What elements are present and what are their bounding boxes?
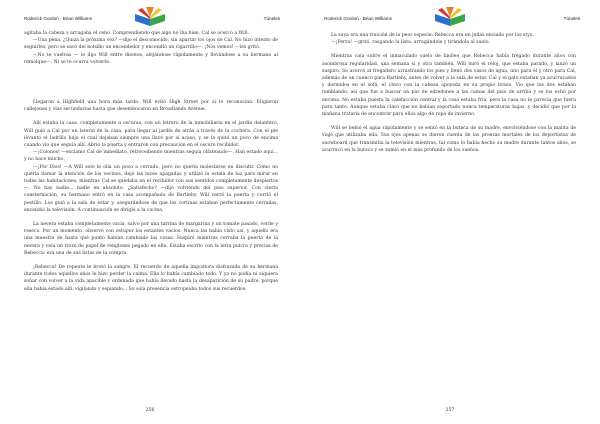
paragraph: —Una pena. ¿Quizá la próxima vez? —dijo el desconocido, sin apartar los ojos de Cal. No hizo intento de seguirles, pero se sacó del bolsillo un encendedor y encendió un cigarrillo—. ¡Nos vemos! —les gritó.: [24, 38, 278, 51]
paragraph: Will se bebió el agua rápidamente y se sentó en la butaca de su madre, envolviéndose con la manta de viaje que utilizaba ella. Sus ojos apenas se dieron cuenta de las proezas mortales de los deportistas de snowboard que transmitía la televisión mientras, tal como lo había hecho su madre durante tantos años, se acurrucó en la butaca y se sumió en el más profundo de los sueños.: [322, 126, 576, 153]
right-page: [300, 0, 600, 424]
page-number: 257: [445, 408, 455, 413]
running-header-author: Roderick Gordon · Brian Williams: [324, 16, 392, 21]
paragraph: —¡Perra! —gritó, rasgando la lista, arrugándola y tirándola al suelo.: [331, 40, 490, 46]
page-number: 256: [145, 408, 155, 413]
paragraph: La nevera estaba completamente vacía, salvo por una tarrina de margarina y un tomate pasado, verde y reseco. Por un momento, observó con estupor los estantes vacíos. Nunca las había visto así, y aquello era una muestra de hasta qué punto habían cambiado las cosas. Suspiró mientras cerraba la puerta de la nevera y veía un trozo de papel de renglones pegado en ella. Estaba escrito con la letra pulcra y precisa de Rebecca: era una de sus listas de la compra.: [24, 222, 278, 256]
paragraph: —No te vuelvas — le dijo Will entre dientes, alejándose rápidamente y llevándose a su hermano al remolque—. Ni se te ocurra volverte.: [24, 52, 278, 65]
right-page-body: [322, 32, 576, 154]
left-page-body: [24, 30, 278, 293]
paragraph: Allí estaba la casa, completamente a oscuras, con un letrero de la inmobiliaria en el jardín delantero. Will guió a Cal por un lateral de la casa, para llegar al jardín de atrás a través de la cochera. Con el pie levantó el ladrillo bajo el cual dejaban siempre una llave por si acaso, y se la quitó un poco de encima cuando vio que seguía allí. Abrió la puerta y entraron con precaución en el oscuro recibidor.: [24, 121, 278, 149]
paragraph: —¡Colonos! —exclamó Cal de inmediato, retrocediendo mientras seguía olfateando—. Han estado aquí... y no hace mucho.: [24, 150, 278, 163]
running-header-title: Túneles: [263, 16, 280, 21]
open-book-logo-icon: [432, 6, 468, 28]
open-book-logo-icon: [132, 6, 168, 28]
paragraph: agitaba la cabeza y arrugaba el ceño. Comprendiendo que algo no iba bien, Cal se acercó a Will.: [24, 31, 250, 36]
paragraph: —¡Por Dios! —A Will solo le olía un poco a cerrado, pero no quería molestarse en discutir. Como no quería llamar la atención de los vecinos, dejó las luces apagadas y utilizó la estela de luz para mirar en todas las habitaciones, mientras Cal se quedaba en el recibidor con sus sentidos completamente despiertos—. No hay nadie... nadie en absoluto. ¿Satisfecho? —dijo volviendo del piso superior. Con cierta consternación, su hermano entró en la casa acompañado de Bartleby. Will cerró la puerta y corrió el pestillo. Los guió a la sala de estar y, asegurándose de que las cortinas estaban perfectamente cerradas, encendió la televisión. A continuación se dirigió a la cocina.: [24, 164, 278, 213]
paragraph: Mientras caía sobre el inmaculado suelo de linóleo que Rebecca había fregado durante años con asombrosa regularidad, una semana sí y otra también, Will miró el reloj, que estaba parado, y lanzó un suspiro. Se acercó al fregadero arrastrando los pies y llenó dos vasos de agua, uno para él y otro para Cal, además de un cuenco para Bartleby, antes de volver a la sala de estar. Cal y el gato estaban ya acurrucados y dormidos en el sofá, el chico con la cabeza apoyada en su propio brazo. Vio que los dos estaban temblando, así que fue a buscar un par de edredones a las camas del piso de arriba y se los echó por encima. No estaba puesta la calefacción central y la casa estaba fría, pero la casa no le parecía que fuera para tanto. Aunque estaba claro que no habían soportado nunca temperaturas bajas, y decidió que por la mañana trataría de encontrar para ellos algo de ropa de invierno.: [322, 54, 576, 118]
paragraph: Llegaron a Highfield una hora más tarde. Will evitó High Street por si lo reconocían. Eligieron callejones y vías secundarias hasta que desembocaron en Broadlands Avenue.: [24, 100, 278, 113]
paragraph: La suya era una traición de la peor especie: Rebecca era un judas enviado por los styx.: [331, 33, 534, 38]
running-header-author: Roderick Gordon · Brian Williams: [24, 16, 92, 21]
running-header-title: Túneles: [563, 16, 580, 21]
paragraph: ¡Rebecca! De repente le brotó la sangre. El recuerdo de aquella impostora disfrazada de su hermana durante todos aquellos años le hizo perder la calma. Ella lo había cambiado todo. Y ya no podía ni siquiera soñar con volver a la vida apacible y ordenada que había llevado hasta la desaparición de su padre, porque ella había estado allí, vigilando y espiando... Su sola presencia estropeaba todos sus recuerdos.: [24, 265, 278, 292]
